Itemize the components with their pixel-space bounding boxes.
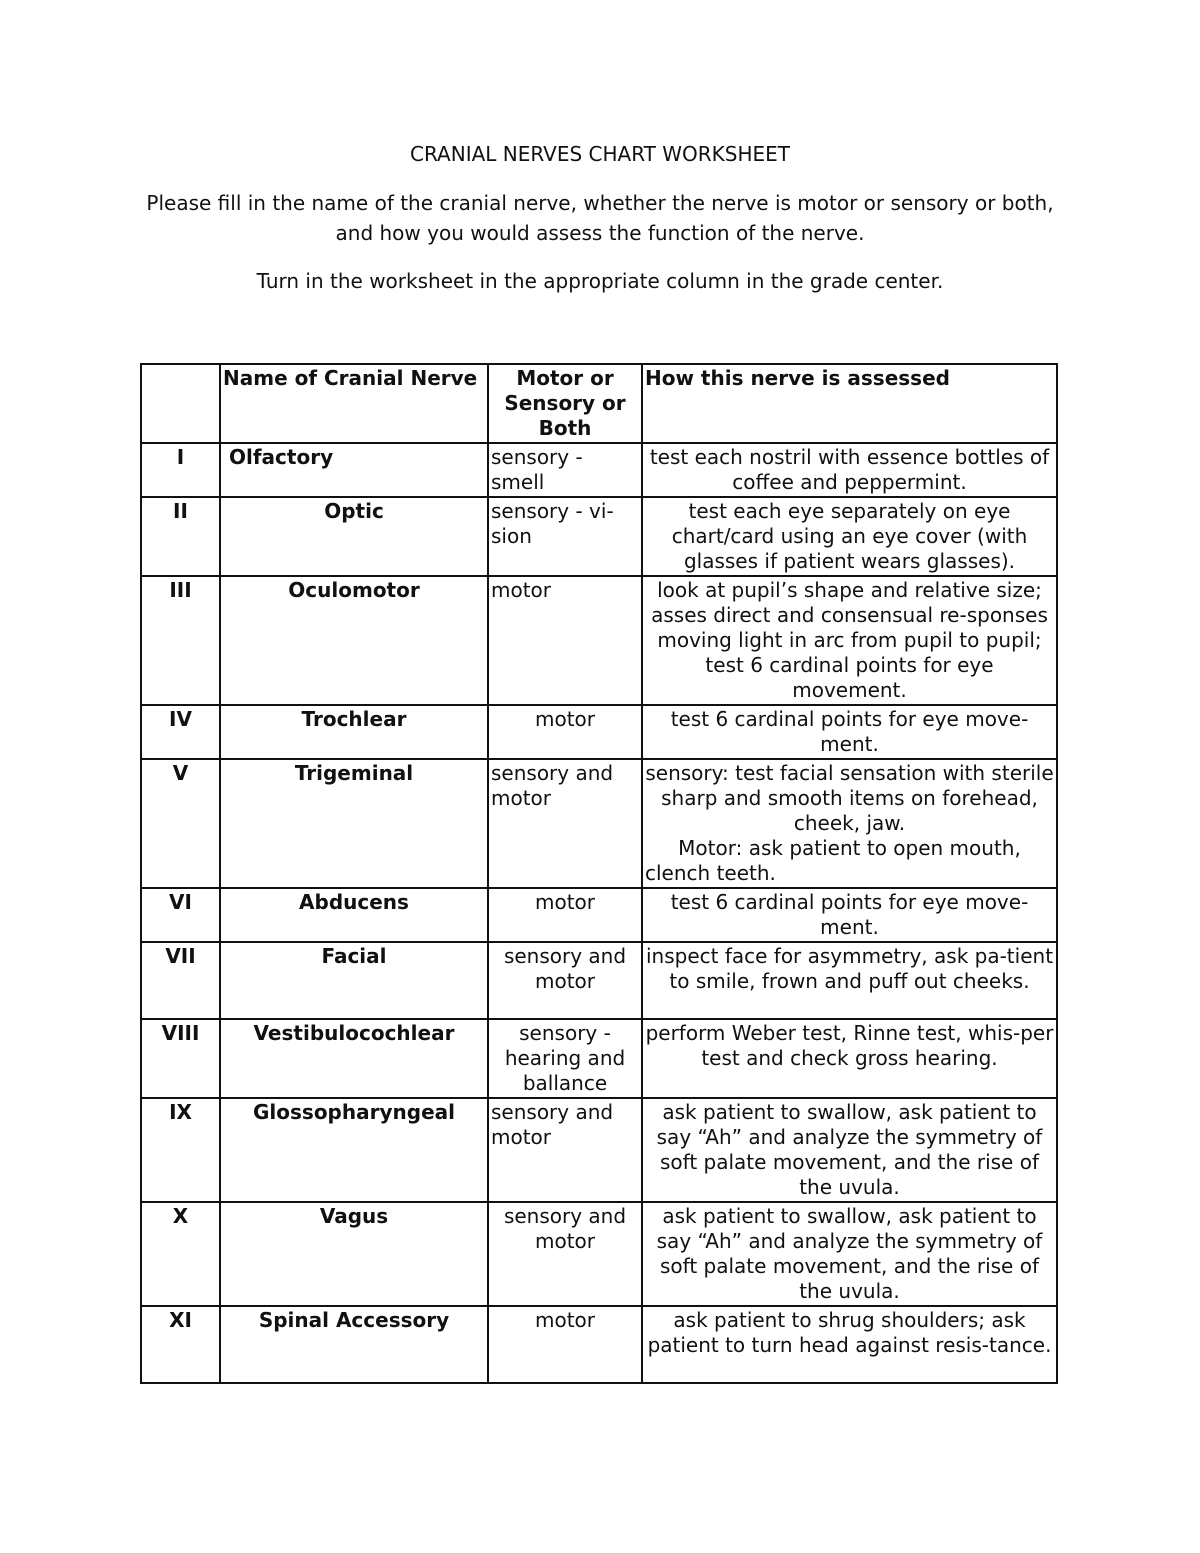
- table-row: [141, 1019, 1057, 1098]
- header-assessment: How this nerve is assessed: [642, 364, 1057, 443]
- nerve-number: I: [141, 443, 220, 497]
- instructions-text: Please fill in the name of the cranial nerve, whether the nerve is motor or sensory or both, and how you would assess the function of the nerve.: [146, 191, 1054, 245]
- nerve-assessment: look at pupil’s shape and relative size; asses direct and consensual re-sponses moving light in arc from pupil to pupil; test 6 cardinal points for eye movement.: [642, 576, 1057, 705]
- nerve-name: Facial: [220, 942, 488, 1019]
- table-row: [141, 443, 1057, 497]
- nerve-name: Abducens: [220, 888, 488, 942]
- nerve-type: motor: [488, 705, 642, 759]
- assessment-line: Motor: ask patient to open mouth,: [678, 836, 1021, 860]
- nerve-assessment: ask patient to swallow, ask patient to say “Ah” and analyze the symmetry of soft palate movement, and the rise of the uvula.: [642, 1202, 1057, 1306]
- table-row: [141, 705, 1057, 759]
- nerve-name: Glossopharyngeal: [220, 1098, 488, 1202]
- instructions-block: [130, 188, 1070, 296]
- nerve-assessment: ask patient to swallow, ask patient to say “Ah” and analyze the symmetry of soft palate movement, and the rise of the uvula.: [642, 1098, 1057, 1202]
- table-row: [141, 497, 1057, 576]
- assessment-line: sensory: test facial sensation with sterile sharp and smooth items on forehead, cheek, jaw.: [645, 761, 1054, 835]
- nerve-name: Trochlear: [220, 705, 488, 759]
- nerve-type: motor: [488, 888, 642, 942]
- nerve-assessment: inspect face for asymmetry, ask pa-tient to smile, frown and puff out cheeks.: [642, 942, 1057, 1019]
- turn-in-text: Turn in the worksheet in the appropriate column in the grade center.: [256, 269, 944, 293]
- table-row: [141, 576, 1057, 705]
- table-row: [141, 1306, 1057, 1383]
- nerve-assessment: ask patient to shrug shoulders; ask patient to turn head against resis-tance.: [642, 1306, 1057, 1383]
- nerve-number: IV: [141, 705, 220, 759]
- nerve-number: VIII: [141, 1019, 220, 1098]
- nerve-assessment: test each nostril with essence bottles of coffee and peppermint.: [642, 443, 1057, 497]
- nerve-name: Vestibulocochlear: [220, 1019, 488, 1098]
- nerve-assessment: test each eye separately on eye chart/card using an eye cover (with glasses if patient wears glasses).: [642, 497, 1057, 576]
- header-type: Motor or Sensory or Both: [488, 364, 642, 443]
- nerve-number: V: [141, 759, 220, 888]
- nerve-type: motor: [488, 576, 642, 705]
- table-row: [141, 759, 1057, 888]
- nerve-number: II: [141, 497, 220, 576]
- nerve-name: Trigeminal: [220, 759, 488, 888]
- nerve-name: Oculomotor: [220, 576, 488, 705]
- table-header-row: [141, 364, 1057, 443]
- table-row: [141, 888, 1057, 942]
- nerve-assessment: [642, 759, 1057, 888]
- cranial-nerves-table: [140, 363, 1058, 1384]
- nerve-assessment: perform Weber test, Rinne test, whis-per test and check gross hearing.: [642, 1019, 1057, 1098]
- nerve-number: IX: [141, 1098, 220, 1202]
- nerve-number: X: [141, 1202, 220, 1306]
- nerve-name: Vagus: [220, 1202, 488, 1306]
- nerve-number: III: [141, 576, 220, 705]
- header-number: [141, 364, 220, 443]
- table-row: [141, 1098, 1057, 1202]
- nerve-type: sensory -hearing and ballance: [488, 1019, 642, 1098]
- nerve-type: sensory and motor: [488, 1098, 642, 1202]
- nerve-assessment: test 6 cardinal points for eye move-ment.: [642, 705, 1057, 759]
- assessment-line: clench teeth.: [645, 861, 776, 885]
- nerve-type: sensory - vi-sion: [488, 497, 642, 576]
- nerve-assessment: test 6 cardinal points for eye move-ment.: [642, 888, 1057, 942]
- nerve-name: Spinal Accessory: [220, 1306, 488, 1383]
- nerve-number: VI: [141, 888, 220, 942]
- header-name: Name of Cranial Nerve: [220, 364, 488, 443]
- nerve-type: sensory and motor: [488, 759, 642, 888]
- worksheet-title: CRANIAL NERVES CHART WORKSHEET: [410, 142, 790, 166]
- table-row: [141, 942, 1057, 1019]
- nerve-type: sensory and motor: [488, 942, 642, 1019]
- table-row: [141, 1202, 1057, 1306]
- nerve-type: motor: [488, 1306, 642, 1383]
- nerve-type: sensory - smell: [488, 443, 642, 497]
- nerve-type: sensory and motor: [488, 1202, 642, 1306]
- nerve-name: Optic: [220, 497, 488, 576]
- nerve-number: VII: [141, 942, 220, 1019]
- nerve-number: XI: [141, 1306, 220, 1383]
- nerve-name: Olfactory: [220, 443, 488, 497]
